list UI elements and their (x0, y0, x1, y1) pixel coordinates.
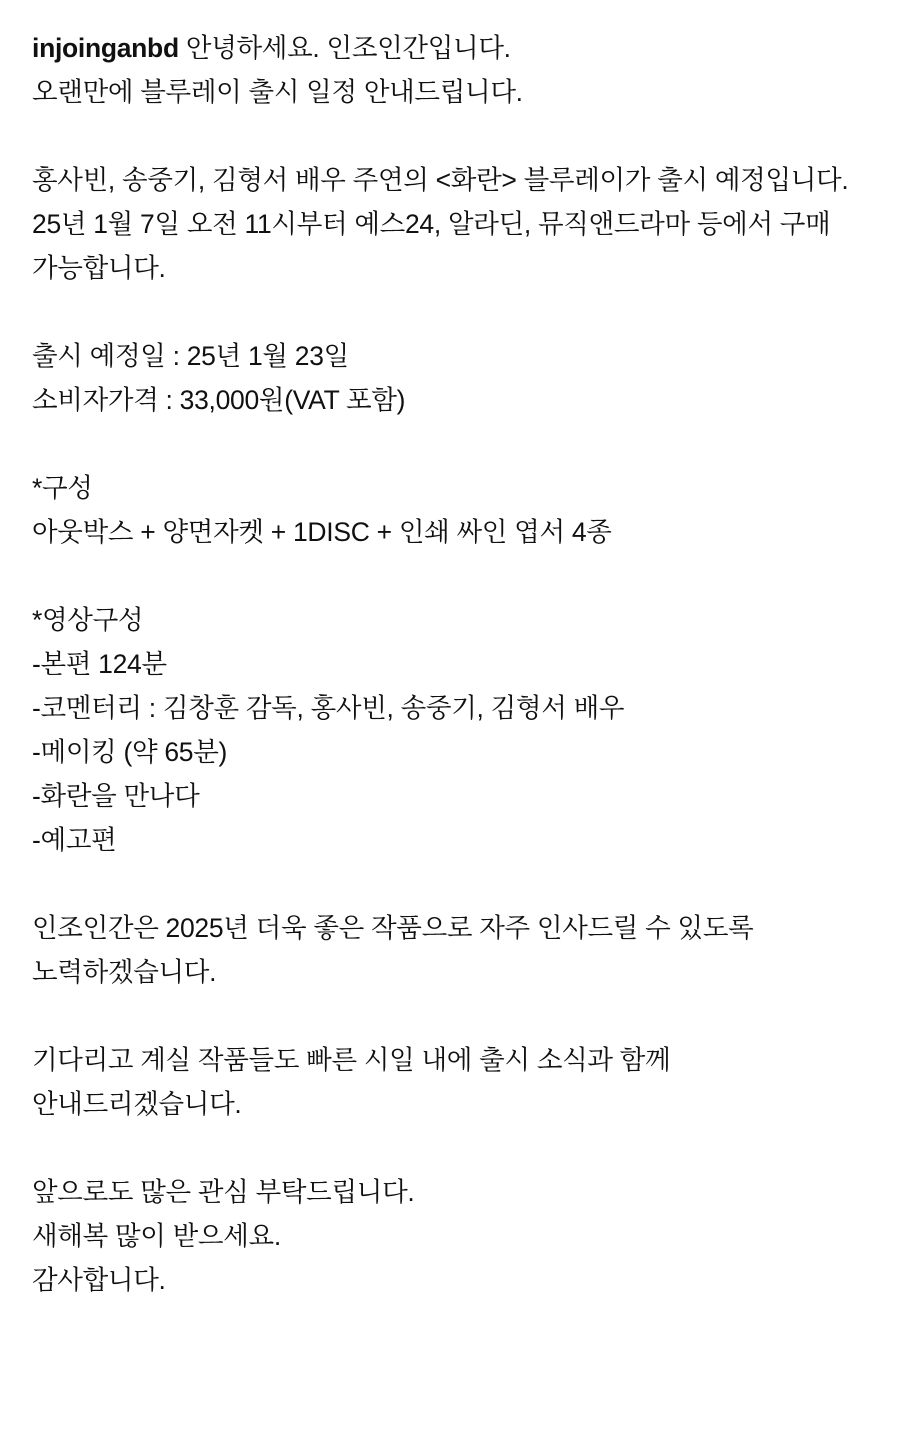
post-line: 새해복 많이 받으세요. (32, 1221, 281, 1251)
post-line-spacer (32, 1126, 868, 1170)
post-line: 오랜만에 블루레이 출시 일정 안내드립니다. (32, 77, 523, 107)
post-line: *영상구성 (32, 605, 144, 635)
post-line-spacer (32, 862, 868, 906)
post-line: 인조인간은 2025년 더욱 좋은 작품으로 자주 인사드릴 수 있도록 노력하겠습니다. (32, 913, 761, 987)
post-first-line (32, 26, 868, 70)
post-line: -메이킹 (약 65분) (32, 737, 228, 767)
post-line-spacer (32, 114, 868, 158)
post-line: 출시 예정일 : 25년 1월 23일 (32, 341, 349, 371)
post-line: *구성 (32, 473, 93, 503)
post-line: -예고편 (32, 825, 117, 855)
post-author[interactable]: injoinganbd (32, 33, 179, 63)
post-greeting: 안녕하세요. 인조인간입니다. (178, 33, 511, 63)
post-line: 기다리고 계실 작품들도 빠른 시일 내에 출시 소식과 함께 안내드리겠습니다. (32, 1045, 678, 1119)
post-line: 소비자가격 : 33,000원(VAT 포함) (32, 385, 406, 415)
post-line: 아웃박스 + 양면자켓 + 1DISC + 인쇄 싸인 엽서 4종 (32, 517, 612, 547)
post-line: -화란을 만나다 (32, 781, 200, 811)
post-line-spacer (32, 422, 868, 466)
post-line: -본편 124분 (32, 649, 167, 679)
post-line: -코멘터리 : 김창훈 감독, 홍사빈, 송중기, 김형서 배우 (32, 693, 625, 723)
post-line: 25년 1월 7일 오전 11시부터 예스24, 알라딘, 뮤직앤드라마 등에서 구매 가능합니다. (32, 209, 838, 283)
post-paragraphs (32, 70, 868, 1302)
post-line-spacer (32, 290, 868, 334)
post-line-spacer (32, 554, 868, 598)
post-line: 앞으로도 많은 관심 부탁드립니다. (32, 1177, 415, 1207)
post-line: 감사합니다. (32, 1265, 166, 1295)
post-line: 홍사빈, 송중기, 김형서 배우 주연의 <화란> 블루레이가 출시 예정입니다. (32, 165, 849, 195)
post-line-spacer (32, 994, 868, 1038)
